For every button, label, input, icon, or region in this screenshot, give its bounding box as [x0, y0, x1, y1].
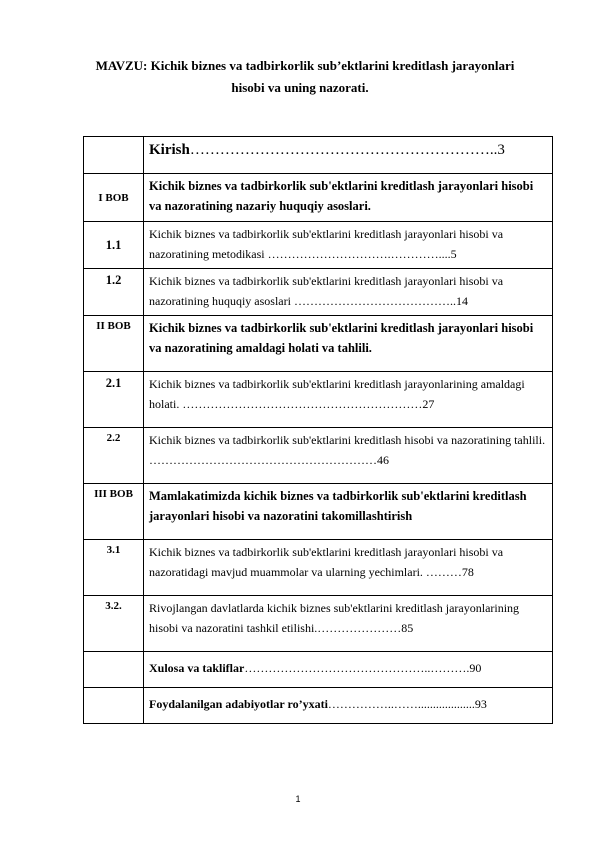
toc-number-bob1: I BOB: [84, 174, 144, 222]
toc-entry-3-2[interactable]: Rivojlangan davlatlarda kichik biznes sub'ektlarini kreditlash jarayonlarining hisobi va nazoratini tashkil etilishi.…………………85: [144, 596, 553, 652]
title-line-2: hisobi va uning nazorati.: [231, 80, 369, 95]
toc-number-2-1: 2.1: [84, 372, 144, 428]
toc-row-xulosa: [84, 652, 553, 688]
toc-leader-adabiyot: ……………..……...................93: [327, 697, 487, 711]
toc-entry-adabiyot[interactable]: [144, 688, 553, 724]
toc-number-1-1: 1.1: [84, 222, 144, 269]
title-line-1: MAVZU: Kichik biznes va tadbirkorlik sub’ektlarini kreditlash jarayonlari: [95, 58, 515, 73]
toc-entry-bob2[interactable]: Kichik biznes va tadbirkorlik sub'ektlarini kreditlash jarayonlari hisobi va nazoratining amaldagi holati va tahlili.: [144, 316, 553, 372]
toc-row-bob2: [84, 316, 553, 372]
toc-entry-1-1[interactable]: Kichik biznes va tadbirkorlik sub'ektlarini kreditlash jarayonlari hisobi va nazoratining metodikasi ………………………….…………....5: [144, 222, 553, 269]
toc-entry-xulosa[interactable]: [144, 652, 553, 688]
toc-entry-3-1[interactable]: Kichik biznes va tadbirkorlik sub'ektlarini kreditlash jarayonlari hisobi va nazoratidagi mavjud muammolar va ularning yechimlari. ………78: [144, 540, 553, 596]
toc-entry-kirish[interactable]: [144, 137, 553, 174]
toc-row-bob1: [84, 174, 553, 222]
toc-entry-1-2[interactable]: Kichik biznes va tadbirkorlik sub'ektlarini kreditlash jarayonlari hisobi va nazoratining huquqiy asoslari …………………………………..14: [144, 269, 553, 316]
toc-entry-2-1[interactable]: Kichik biznes va tadbirkorlik sub'ektlarini kreditlash jarayonlarining amaldagi holati. ……………………………………………………27: [144, 372, 553, 428]
toc-row-1-2: [84, 269, 553, 316]
toc-row-3-1: [84, 540, 553, 596]
toc-row-2-2: [84, 428, 553, 484]
toc-number-3-2: 3.2.: [84, 596, 144, 652]
toc-entry-2-2[interactable]: Kichik biznes va tadbirkorlik sub'ektlarini kreditlash hisobi va nazoratining tahlili. …………………………………………………46: [144, 428, 553, 484]
toc-entry-bob3[interactable]: Mamlakatimizda kichik biznes va tadbirkorlik sub'ektlarini kreditlash jarayonlari hisobi va nazoratini takomillashtirish: [144, 484, 553, 540]
toc-label-kirish: Kirish: [149, 142, 190, 158]
toc-number-2-2: 2.2: [84, 428, 144, 484]
toc-number-empty: [84, 137, 144, 174]
toc-row-kirish: [84, 137, 553, 174]
toc-label-xulosa: Xulosa va takliflar: [149, 661, 245, 675]
toc-leader-xulosa: ………………………………………..……….90: [244, 661, 482, 675]
page-number: 1: [295, 794, 301, 804]
toc-number-3-1: 3.1: [84, 540, 144, 596]
document-title: [0, 55, 596, 99]
toc-row-2-1: [84, 372, 553, 428]
toc-number-bob3: III BOB: [84, 484, 144, 540]
toc-number-empty: [84, 652, 144, 688]
toc-number-empty: [84, 688, 144, 724]
toc-leader-kirish: ……………………………………………………..3: [189, 142, 505, 158]
toc-row-3-2: [84, 596, 553, 652]
toc-label-adabiyot: Foydalanilgan adabiyotlar ro’yxati: [149, 697, 328, 711]
toc-row-1-1: [84, 222, 553, 269]
toc-row-adabiyot: [84, 688, 553, 724]
toc-entry-bob1[interactable]: Kichik biznes va tadbirkorlik sub'ektlarini kreditlash jarayonlari hisobi va nazoratining nazariy huquqiy asoslari.: [144, 174, 553, 222]
toc-number-1-2: 1.2: [84, 269, 144, 316]
toc-row-bob3: [84, 484, 553, 540]
toc-number-bob2: II BOB: [84, 316, 144, 372]
table-of-contents: [83, 136, 553, 724]
